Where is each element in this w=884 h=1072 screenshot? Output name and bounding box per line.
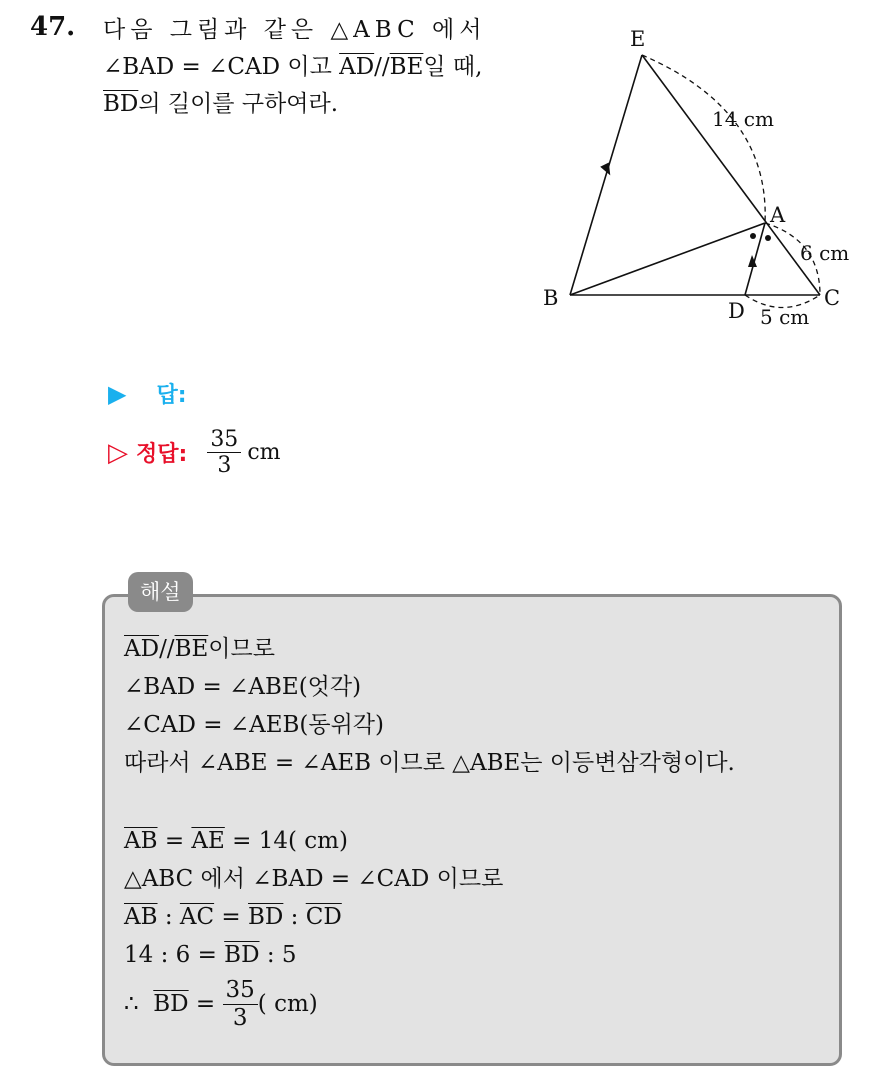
solution-numerator: 35 <box>223 978 258 1004</box>
text: = 14( cm) <box>224 828 348 854</box>
solution-line-5 <box>124 822 735 860</box>
segment-b-e <box>570 55 642 295</box>
solution-line-6: △ABC 에서 ∠BAD = ∠CAD 이므로 <box>124 866 504 892</box>
seg-bd: $\overline{BD}$ <box>224 942 260 968</box>
label-a: A <box>770 203 786 227</box>
seg-ad: $\overline{AD}$ <box>124 636 160 662</box>
label-d: D <box>728 299 745 323</box>
question-number: 47. <box>30 12 76 42</box>
colon: : <box>283 904 306 930</box>
correct-fraction <box>207 428 241 477</box>
solution-content <box>124 630 735 1034</box>
solution-line-2: ∠BAD = ∠ABE(엇각) <box>124 674 362 700</box>
correct-label: 정답: <box>136 442 188 468</box>
eq: = <box>188 991 223 1017</box>
seg-cd: $\overline{CD}$ <box>305 904 342 930</box>
text: : 5 <box>259 942 297 968</box>
seg-ab: $\overline{AB}$ <box>124 828 158 854</box>
solution-line-4: 따라서 ∠ABE = ∠AEB 이므로 △ABE는 이등변삼각형이다. <box>124 750 735 776</box>
question-text <box>103 12 533 123</box>
text: 14 : 6 = <box>124 942 225 968</box>
seg-bd: $\overline{BD}$ <box>153 991 189 1017</box>
answer-row <box>108 378 187 409</box>
seg-ae: $\overline{AE}$ <box>191 828 225 854</box>
solution-spacer <box>124 782 735 822</box>
question-line-1: 다음 그림과 같은 △ABC 에서 <box>103 17 487 43</box>
angle-mark-cad <box>765 235 771 241</box>
segment-bd: $\overline{BD}$ <box>103 91 139 117</box>
solution-line-7 <box>124 898 735 936</box>
parallel-arrow-be <box>602 164 609 173</box>
angle-mark-bad <box>750 233 756 239</box>
question-line-3 <box>103 86 533 123</box>
length-ae: 14 cm <box>712 107 774 131</box>
segment-b-a <box>570 223 765 295</box>
segment-be: $\overline{BE}$ <box>389 54 424 80</box>
segment-ad: $\overline{AD}$ <box>339 54 375 80</box>
solution-denominator: 3 <box>232 1004 248 1031</box>
solution-tag: 해설 <box>128 572 193 612</box>
correct-numerator: 35 <box>207 428 241 453</box>
therefore: ∴ <box>124 991 154 1017</box>
eq: = <box>157 828 192 854</box>
angle-condition: ∠BAD = ∠CAD 이고 <box>103 54 340 80</box>
label-b: B <box>543 286 559 310</box>
solution-fraction <box>223 978 258 1029</box>
correct-arrow-icon: ▷ <box>108 437 128 468</box>
solution-line-3: ∠CAD = ∠AEB(동위각) <box>124 712 384 738</box>
seg-ac: $\overline{AC}$ <box>179 904 215 930</box>
eq: = <box>214 904 249 930</box>
answer-arrow-icon: ▶ <box>108 379 127 408</box>
label-e: E <box>630 27 646 51</box>
correct-denominator: 3 <box>217 453 232 479</box>
colon: : <box>157 904 180 930</box>
seg-ab: $\overline{AB}$ <box>124 904 158 930</box>
solution-line-1 <box>124 630 735 668</box>
unit: ( cm) <box>257 991 318 1017</box>
correct-unit: cm <box>247 440 281 466</box>
question-line-2 <box>103 49 533 86</box>
length-dc: 5 cm <box>760 305 810 329</box>
answer-label: 답: <box>156 383 187 408</box>
seg-be: $\overline{BE}$ <box>174 636 209 662</box>
label-c: C <box>824 286 841 310</box>
parallel-sign: // <box>374 54 390 80</box>
condition-suffix: 일 때, <box>423 54 483 80</box>
correct-answer-row <box>108 428 281 477</box>
text: 이므로 <box>208 636 275 662</box>
triangle-figure <box>520 18 860 338</box>
question-ask: 의 길이를 구하여라. <box>138 91 339 117</box>
seg-bd: $\overline{BD}$ <box>248 904 284 930</box>
sep: // <box>159 636 175 662</box>
correct-value <box>207 428 280 477</box>
solution-line-9 <box>124 974 735 1034</box>
solution-line-8 <box>124 936 735 974</box>
length-ac: 6 cm <box>800 241 850 265</box>
